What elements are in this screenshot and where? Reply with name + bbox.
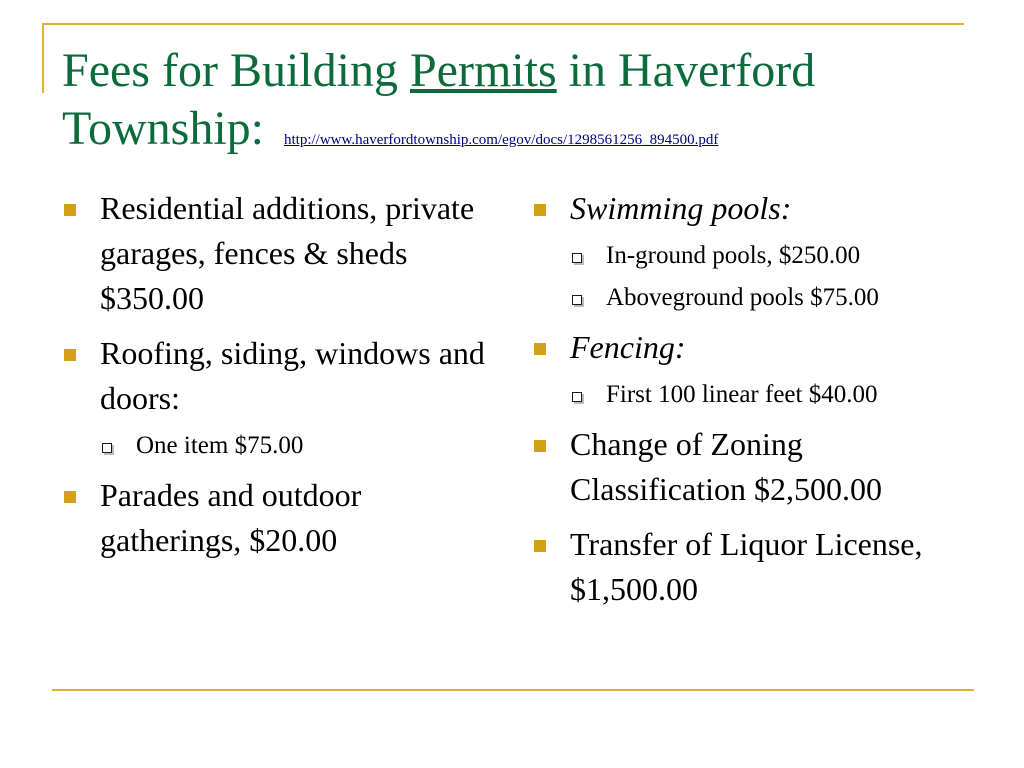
sub-list-item [532, 279, 972, 317]
list-item [62, 473, 492, 563]
list-item-text: Swimming pools: [570, 190, 792, 226]
bottom-rule [52, 689, 974, 691]
square-bullet-icon [64, 349, 76, 361]
list-item-text: Change of Zoning Classification $2,500.00 [570, 426, 882, 507]
sub-list-item [532, 237, 972, 275]
top-rule [42, 23, 964, 25]
list-item-text: Fencing: [570, 329, 686, 365]
square-bullet-icon [534, 440, 546, 452]
sub-list-item-text: First 100 linear feet $40.00 [606, 381, 878, 408]
checkbox-bullet-icon [102, 443, 112, 453]
list-item-text: Parades and outdoor gatherings, $20.00 [100, 477, 362, 558]
list-item [532, 522, 972, 612]
list-item [532, 186, 972, 231]
sub-list-item [532, 376, 972, 414]
list-item-text: Roofing, siding, windows and doors: [100, 335, 485, 416]
square-bullet-icon [64, 204, 76, 216]
slide-title [62, 42, 982, 158]
title-text-1: Fees for Building [62, 44, 410, 97]
list-item-text: Transfer of Liquor License, $1,500.00 [570, 526, 923, 607]
sub-list-item [62, 427, 492, 465]
list-item-text: Residential additions, private garages, fences & sheds $350.00 [100, 190, 475, 316]
list-item [62, 186, 492, 321]
sub-list-item-text: One item $75.00 [136, 432, 304, 459]
square-bullet-icon [534, 540, 546, 552]
list-item [532, 422, 972, 512]
list-item [62, 331, 492, 421]
checkbox-bullet-icon [572, 253, 582, 263]
right-column [532, 186, 972, 622]
sub-list-item-text: In-ground pools, $250.00 [606, 242, 861, 269]
title-text-permits: Permits [409, 44, 557, 97]
square-bullet-icon [534, 343, 546, 355]
sub-list-item-text: Aboveground pools $75.00 [606, 284, 879, 311]
square-bullet-icon [64, 491, 76, 503]
square-bullet-icon [534, 204, 546, 216]
left-column [62, 186, 492, 573]
checkbox-bullet-icon [572, 392, 582, 402]
left-rule [42, 23, 44, 93]
title-text-2: in Haverford Township: [62, 44, 816, 155]
list-item [532, 325, 972, 370]
checkbox-bullet-icon [572, 295, 582, 305]
source-link[interactable]: http://www.haverfordtownship.com/egov/docs/1298561256_894500.pdf [283, 132, 719, 148]
